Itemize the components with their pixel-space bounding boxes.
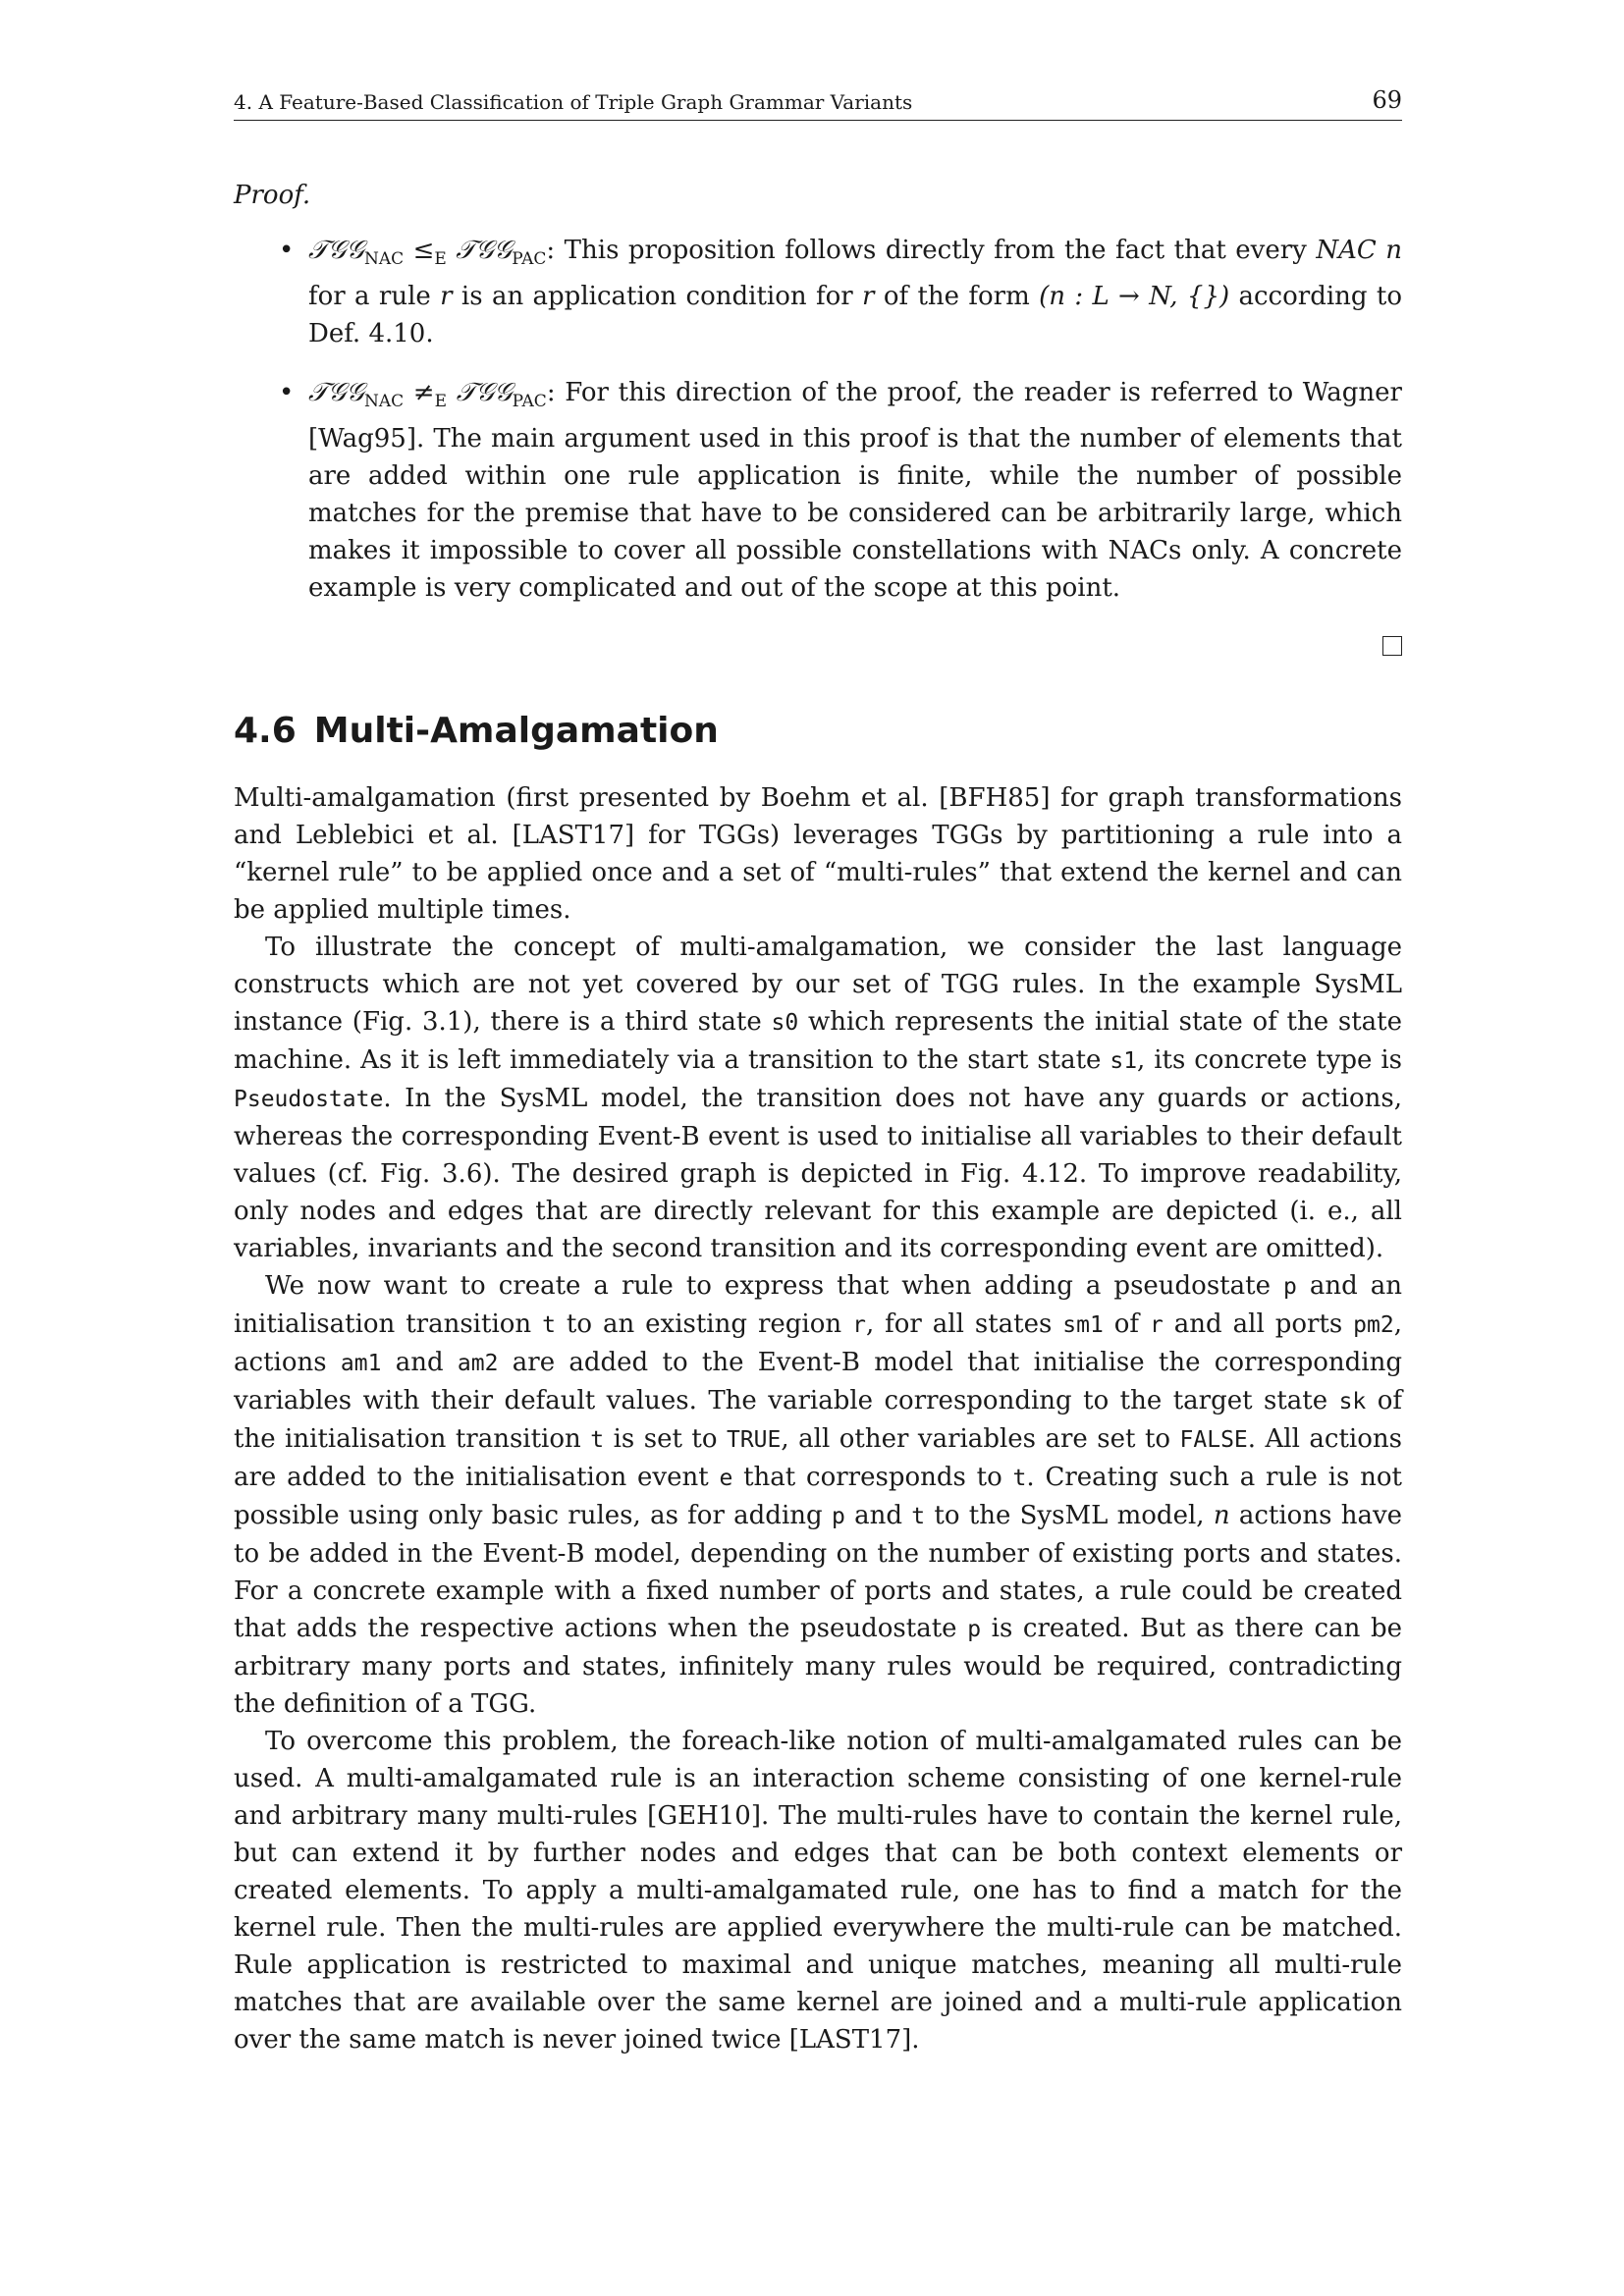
qed-square-icon (1382, 636, 1402, 656)
proof-item-2-text: For this direction of the proof, the reader is referred to Wagner [Wag95]. The main argument used in this proof is that the number of elements that are added within one rule application is finite, while the number of possible matches for the premise that have to be considered can be arbitrarily large, which makes it impossible to cover all possible constellations with NACs only. A concrete example is very complicated and out of the scope at this point. (308, 378, 1402, 604)
formula-application-condition: (n : L → N, {}) (1039, 282, 1230, 312)
tgg-pac-symbol: 𝒯𝒢𝒢 (447, 378, 513, 408)
proof-item-1: • 𝒯𝒢𝒢$_{NAC}$ $\le_E$ 𝒯𝒢𝒢$_{PAC}$: This proposition follows directly from the fact that every NAC n for a rule r is an application condition for r of the form (n : L → N, {}) according to Def. 4.10. (234, 232, 1402, 352)
paragraph-1: Multi-amalgamation (first presented by Boehm et al. [BFH85] for graph transformations and Leblebici et al. [LAST17] for TGGs) leverages TGGs by partitioning a rule into a “kernel rule” to be applied once and a set of “multi-rules” that extend the kernel and can be applied multiple times. (234, 783, 1402, 926)
tgg-nac-symbol: 𝒯𝒢𝒢 (308, 378, 364, 408)
running-header (234, 86, 1402, 121)
paragraph-3: We now want to create a rule to express that when adding a pseudostate p and an initialisation transition t to an existing region r, for all states sm1 of r and all ports pm2, actions am1 and am2 are added to the Event-B model that initialise the corresponding variables with their default values. The variable corresponding to the target state sk of the initialisation transition t is set to TRUE, all other variables are set to FALSE. All actions are added to the initialisation event e that corresponds to t. Creating such a rule is not possible using only basic rules, as for adding p and t to the SysML model, n actions have to be added in the Event-B model, depending on the number of existing ports and states. For a concrete example with a fixed number of ports and states, a rule could be created that adds the respective actions when the pseudostate p is created. But as there can be arbitrary many ports and states, infinitely many rules would be required, contradicting the definition of a TGG. (234, 1271, 1403, 1720)
bullet-icon: • (279, 236, 295, 265)
proof-item-2: • 𝒯𝒢𝒢$_{NAC}$ $\ne_E$ 𝒯𝒢𝒢$_{PAC}$: For this direction of the proof, the reader is referred to Wagner [Wag95]. The main argument used in this proof is that the number of elements that are added within one rule application is finite, while the number of possible matches for the premise that have to be considered can be arbitrarily large, which makes it impossible to cover all possible constellations with NACs only. A concrete example is very complicated and out of the scope at this point. (234, 374, 1402, 607)
chapter-title: 4. A Feature-Based Classification of Triple Graph Grammar Variants (234, 90, 913, 114)
qed-row (234, 628, 1402, 667)
paragraph-2: To illustrate the concept of multi-amalgamation, we consider the last language constructs which are not yet covered by our set of TGG rules. In the example SysML instance (Fig. 3.1), there is a third state s0 which represents the initial state of the state machine. As it is left immediately via a transition to the start state s1, its concrete type is Pseudostate. In the SysML model, the transition does not have any guards or actions, whereas the corresponding Event-B event is used to initialise all variables to their default values (cf. Fig. 3.6). The desired graph is depicted in Fig. 4.12. To improve readability, only nodes and edges that are directly relevant for this example are depicted (i. e., all variables, invariants and the second transition and its corresponding event are omitted). (234, 933, 1402, 1264)
paragraph-4: To overcome this problem, the foreach-like notion of multi-amalgamated rules can be used. A multi-amalgamated rule is an interaction scheme consisting of one kernel-rule and arbitrary many multi-rules [GEH10]. The multi-rules have to contain the kernel rule, but can extend it by further nodes and edges that can be both context elements or created elements. To apply a multi-amalgamated rule, one has to find a match for the kernel rule. Then the multi-rules are applied everywhere the multi-rule can be matched. Rule application is restricted to maximal and unique matches, meaning all multi-rule matches that are available over the same kernel are joined and a multi-rule application over the same match is never joined twice [LAST17]. (234, 1727, 1402, 2056)
proof-list (234, 232, 1402, 607)
proof-label: Proof. (234, 181, 311, 210)
relation-neq: ≠ (404, 378, 435, 408)
bullet-icon: • (279, 378, 295, 408)
page-body (234, 177, 1402, 2058)
tgg-nac-symbol: 𝒯𝒢𝒢 (308, 236, 364, 265)
section-title: Multi-Amalgamation (313, 711, 719, 752)
page-number: 69 (1372, 86, 1402, 114)
tgg-pac-symbol: 𝒯𝒢𝒢 (446, 236, 513, 265)
section-number: 4.6 (234, 711, 297, 752)
section-heading (234, 707, 1402, 756)
relation-leq: ≤ (404, 236, 435, 265)
